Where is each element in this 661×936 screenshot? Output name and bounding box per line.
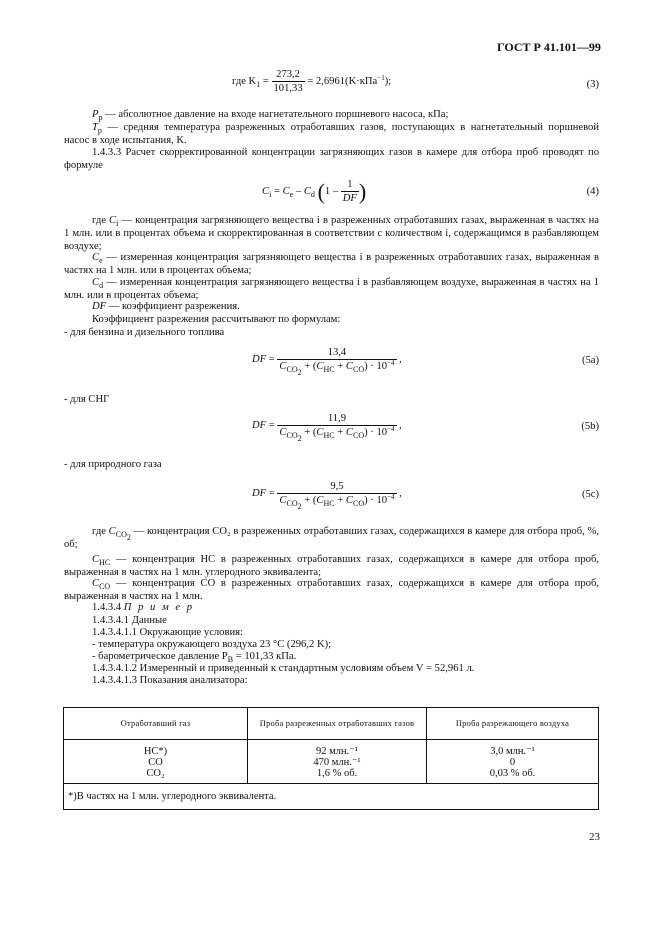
table-footnote-row (64, 784, 599, 810)
table-header: Проба разреженных отработавших газов (248, 708, 427, 740)
table-row (64, 740, 599, 784)
example-ambient: 1.4.3.4.1.1 Окружающие условия: (92, 627, 243, 638)
equation-5c: DF = $\frac{9,5}{C_{CO_2} + (C_{HC} + C_{CO}) \cdot 10^{-4}}$ , (252, 481, 402, 511)
example-analyzer: 1.4.3.4.1.3 Показания анализатора: (92, 675, 248, 686)
equation-5b-number: (5b) (581, 421, 599, 432)
definition-pp: $P_p$ — абсолютное давление на входе нагнетательного поршневого насоса, кПа; (92, 109, 449, 122)
equation-5b: DF = $\frac{11,9}{C_{CO_2} + (C_{HC} + C_{CO}) \cdot 10^{-4}}$ , (252, 413, 402, 443)
fuel-label-natural-gas: - для природного газа (64, 459, 162, 470)
table-header-row (64, 708, 599, 740)
definition-chc: $C_{HC}$ — концентрация HC в разреженных отработавших газах, содержащихся в камере для отбора проб, выраженная в частях на 1 млн. углеродного эквивалента; (64, 554, 599, 578)
table-header: Отработавший газ (64, 708, 248, 740)
example-pressure: - барометрическое давление $P_B = 101,33$ кПа. (92, 651, 297, 664)
definition-cd: $C_d$ — измеренная концентрация загрязняющего вещества i в разбавляющем воздухе, выраженная в частях на 1 млн. или в процентах объема; (64, 277, 599, 301)
table-cell-gas: HC*) CO CO₂ (64, 740, 248, 784)
equation-5c-number: (5c) (581, 489, 599, 500)
equation-3-number: (3) (586, 79, 599, 90)
equation-4-number: (4) (586, 186, 599, 197)
table-cell-dilution-air: 3,0 млн.⁻¹ 0 0,03 % об. (427, 740, 599, 784)
document-header: ГОСТ Р 41.101—99 (497, 40, 601, 54)
definition-cco: $C_{CO}$ — концентрация CO в разреженных отработавших газах, содержащихся в камере для отбора проб, выраженная в частях на 1 млн. (64, 578, 599, 602)
example-volume: 1.4.3.4.1.2 Измеренный и приведенный к стандартным условиям объем V = 52,961 л. (92, 663, 475, 674)
table-header: Проба разрежающего воздуха (427, 708, 599, 740)
definition-ce: $C_e$ — измеренная концентрация загрязняющего вещества i в разреженных отработавших газах, выраженная в частях на 1 млн. или в процентах объема; (64, 252, 599, 276)
definition-tp: $T_p$ — средняя температура разреженных отработавших газов, поступающих в нагнетательный поршневой насос в ходе испытания, K. (64, 122, 599, 146)
page-number: 23 (589, 831, 600, 843)
table-cell-diluted: 92 млн.⁻¹ 470 млн.⁻¹ 1,6 % об. (248, 740, 427, 784)
equation-5a: DF = $\frac{13,4}{C_{CO_2} + (C_{HC} + C_{CO}) \cdot 10^{-4}}$ , (252, 347, 402, 377)
df-intro: Коэффициент разрежения рассчитывают по формулам: (92, 314, 341, 325)
example-heading: 1.4.3.4 П р и м е р (92, 602, 195, 613)
paragraph-1433: 1.4.3.3 Расчет скорректированной концентрации загрязняющих газов в камере для отбора проб проводят по формуле (64, 147, 599, 171)
fuel-label-petrol: - для бензина и дизельного топлива (64, 327, 225, 338)
equation-3: где $K_1$ = $\frac{273,2}{101,33}$ = 2,6961(K·кПа$^{-1}$); (232, 69, 392, 94)
example-temperature: - температура окружающего воздуха 23 °C (296,2 K); (92, 639, 332, 650)
equation-4: $C_i = C_e - C_d$ (1 – $\frac{1}{DF}$ ) (262, 179, 367, 204)
definition-cco2: где $C_{CO_2}$ — концентрация CO₂ в разреженных отработавших газах, содержащихся в камере для отбора проб, %, об; (64, 526, 599, 550)
fuel-label-lpg: - для СНГ (64, 394, 110, 405)
analyzer-table (63, 707, 599, 810)
definition-ci: где $C_i$ — концентрация загрязняющего вещества i в разреженных отработавших газах, выраженная в частях на 1 млн. или в процентах объема и скорректированная в соответствии с количеством i, содержащимся в разбавляющем воздухе; (64, 215, 600, 252)
equation-5a-number: (5a) (581, 355, 599, 366)
example-data: 1.4.3.4.1 Данные (92, 615, 167, 626)
definition-df: DF — коэффициент разрежения. (92, 301, 240, 312)
table-footnote: *)В частях на 1 млн. углеродного эквивалента. (64, 784, 599, 810)
